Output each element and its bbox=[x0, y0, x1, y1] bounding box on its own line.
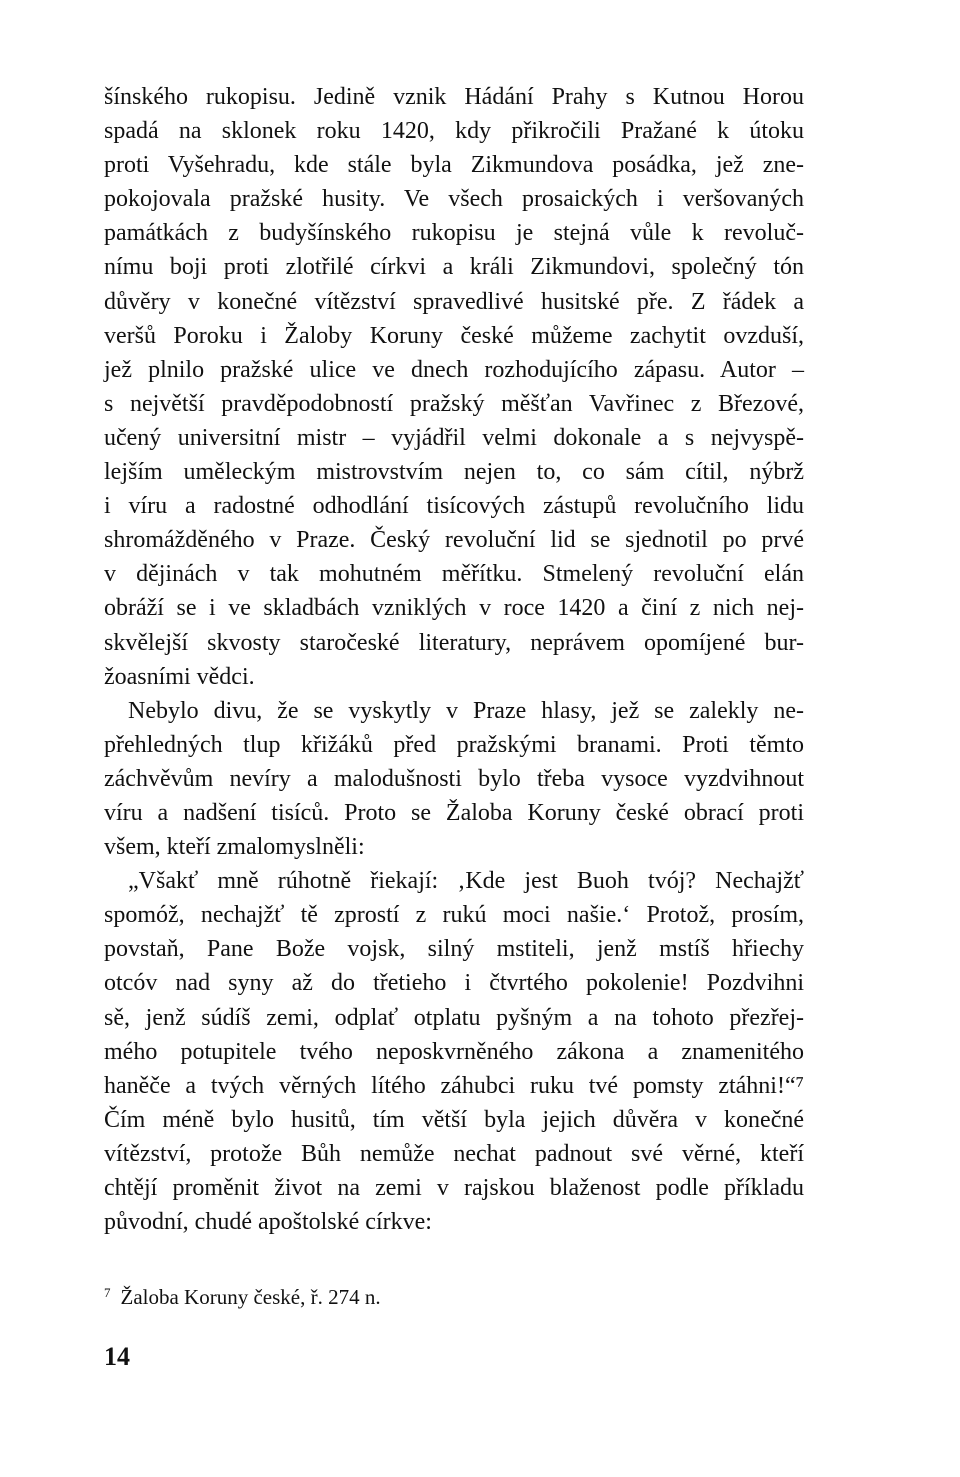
text-line: veršů Poroku i Žaloby Koruny české můžeme zachytit ovzduší, bbox=[104, 322, 804, 349]
text-line: proti Vyšehradu, kde stále byla Zikmundova posádka, jež zne- bbox=[104, 152, 804, 179]
quote-line: spomóž, nechajžť tě zprostí z rukú moci našie.‘ Protož, prosím, bbox=[104, 902, 804, 929]
text-line: lejším uměleckým mistrovstvím nejen to, co sám cítil, nýbrž bbox=[104, 459, 804, 486]
page-number: 14 bbox=[104, 1342, 130, 1371]
text-line: Čím méně bylo husitů, tím větší byla jejich důvěra v konečné bbox=[104, 1106, 804, 1133]
quote-line: haněče a tvých věrných lítého záhubci ruku tvé pomsty ztáhni!“⁷ bbox=[104, 1072, 804, 1099]
text-line: v dějinách v tak mohutném měřítku. Stmelený revoluční elán bbox=[104, 561, 804, 588]
text-line: jež plnilo pražské ulice ve dnech rozhodujícího zápasu. Autor – bbox=[104, 356, 804, 383]
quote-line: sě, jenž súdíš zemi, odplať otplatu pyšným a na tohoto přezřej- bbox=[104, 1004, 804, 1031]
text-line: památkách z budyšínského rukopisu je stejná vůle k revoluč- bbox=[104, 220, 804, 247]
text-line: důvěry v konečné vítězství spravedlivé husitské pře. Z řádek a bbox=[104, 288, 804, 315]
text-line: i víru a radostné odhodlání tisícových zástupů revolučního lidu bbox=[104, 493, 804, 520]
text-line: Nebylo divu, že se vyskytly v Praze hlasy, jež se zalekly ne- bbox=[128, 697, 804, 724]
text-line: nímu boji proti zlotřilé církvi a králi Zikmundovi, společný tón bbox=[104, 254, 804, 281]
text-line: obráží se i ve skladbách vzniklých v roce 1420 a činí z nich nej- bbox=[104, 595, 804, 622]
text-line: chtějí proměnit život na zemi v rajskou blaženost podle příkladu bbox=[104, 1175, 804, 1201]
quote-line: povstaň, Pane Bože vojsk, silný mstiteli, jenž mstíš hřiechy bbox=[104, 936, 804, 963]
text-line: žoasními vědci. bbox=[104, 663, 255, 690]
text-line: pokojovala pražské husity. Ve všech prosaických i veršovaných bbox=[104, 186, 804, 213]
text-line: skvělejší skvosty staročeské literatury, neprávem opomíjené bur- bbox=[104, 629, 804, 656]
text-line: záchvěvům nevíry a malodušnosti bylo třeba vysoce vyzdvihnout bbox=[104, 765, 804, 792]
text-line: vítězství, protože Bůh nemůže nechat padnout své věrné, kteří bbox=[104, 1140, 804, 1167]
text-line: víru a nadšení tisíců. Proto se Žaloba Koruny české obrací proti bbox=[104, 799, 804, 826]
footnote-text: Žaloba Koruny české, ř. 274 n. bbox=[120, 1285, 381, 1309]
text-line: s největší pravděpodobností pražský měšťan Vavřinec z Březové, bbox=[104, 390, 804, 417]
text-line: přehledných tlup křižáků před pražskými branami. Proti těmto bbox=[104, 731, 804, 758]
quote-line: „Všakť mně rúhotně řiekají: ‚Kde jest Buoh tvój? Nechajžť bbox=[128, 868, 804, 895]
quote-line: otcóv nad syny až do třetieho i čtvrtého pokolenie! Pozdvihni bbox=[104, 970, 804, 997]
body-text bbox=[104, 80, 804, 1239]
text-line: shromážděného v Praze. Český revoluční lid se sjednotil po prvé bbox=[104, 527, 804, 554]
text-line: učený universitní mistr – vyjádřil velmi dokonale a s nejvyspě- bbox=[104, 424, 804, 451]
text-line: původní, chudé apoštolské církve: bbox=[104, 1209, 432, 1236]
text-line: všem, kteří zmalomyslněli: bbox=[104, 834, 365, 861]
text-line: spadá na sklonek roku 1420, kdy přikročili Pražané k útoku bbox=[104, 118, 804, 145]
footnote-marker: 7 bbox=[104, 1285, 111, 1300]
quote-line: mého potupitele tvého neposkvrněného zákona a znamenitého bbox=[104, 1038, 804, 1065]
footnote bbox=[104, 1278, 381, 1312]
text-line: šínského rukopisu. Jedině vznik Hádání Prahy s Kutnou Horou bbox=[104, 84, 804, 110]
